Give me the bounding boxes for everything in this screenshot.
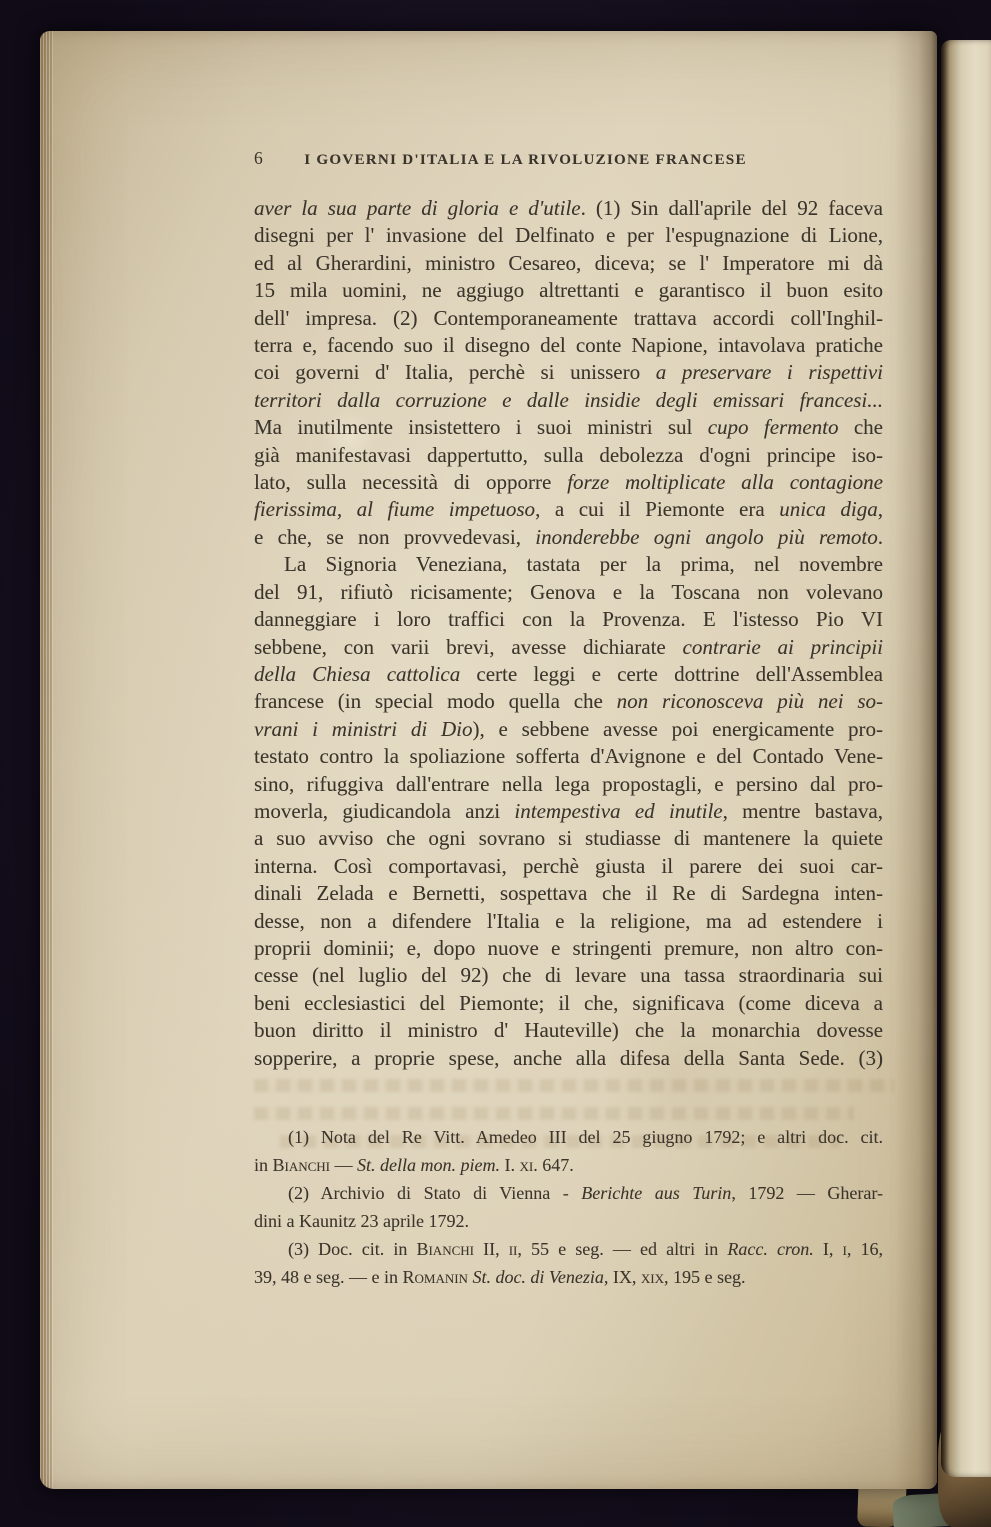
page-number: 6 [254,148,263,168]
body-line: a suo avviso che ogni sovrano si studiasse di mantenere la quiete [254,826,883,851]
adjacent-page-edge [941,40,991,1477]
footnote-line: 39, 48 e seg. — e in Romanin St. doc. di Venezia, IX, xix, 195 e seg. [254,1267,746,1287]
body-line: del 91, rifiutò ricisamente; Genova e la Toscana non volevano [254,579,883,604]
body-line: già manifestavasi dappertutto, sulla debolezza d'ogni principe iso- [254,442,883,467]
footnote-line: (3) Doc. cit. in Bianchi II, ii, 55 e seg. — ed altri in Racc. cron. I, i, 16, [288,1239,883,1259]
footnote-line: dini a Kaunitz 23 aprile 1792. [254,1211,469,1231]
body-line: dinali Zelada e Bernetti, sospettava che il Re di Sardegna inten- [254,881,883,906]
body-line: terra e, facendo suo il disegno del conte Napione, intavolava pratiche [254,333,883,358]
body-line: sino, rifuggiva dall'entrare nella lega propostagli, e persino dal pro- [254,771,883,796]
body-line: francese (in special modo quella che non riconosceva più nei so- [254,689,883,714]
body-line: beni ecclesiastici del Piemonte; il che, significava (come diceva a [254,990,883,1015]
body-line: danneggiare i loro traffici con la Provenza. E l'istesso Pio VI [254,607,883,632]
footnote-line: (2) Archivio di Stato di Vienna - Berichte aus Turin, 1792 — Gherar- [288,1183,883,1203]
footnote-line: in Bianchi — St. della mon. piem. I. xi. 647. [254,1155,574,1175]
body-line: ed al Gherardini, ministro Cesareo, diceva; se l' Imperatore mi dà [254,250,883,275]
body-line: fierissima, al fiume impetuoso, a cui il Piemonte era unica diga, [254,497,883,522]
show-through-smudge [254,1079,894,1092]
show-through-smudge [254,1107,854,1120]
body-line: disegni per l' invasione del Delfinato e per l'espugnazione di Lione, [254,223,883,248]
body-line: buon diritto il ministro d' Hauteville) che la monarchia dovesse [254,1018,883,1043]
body-line: Ma inutilmente insistettero i suoi ministri sul cupo fermento che [254,415,883,440]
footnotes [254,1123,883,1291]
body-line: vrani i ministri di Dio), e sebbene avesse poi energicamente pro- [254,716,883,741]
body-line: testato contro la spoliazione sofferta d'Avignone e del Contado Vene- [254,744,883,769]
footnote-line: (1) Nota del Re Vitt. Amedeo III del 25 giugno 1792; e altri doc. cit. [288,1127,883,1147]
body-line: 15 mila uomini, ne aggiugo altrettanti e garantisco il buon esito [254,278,883,303]
book-page [40,31,937,1489]
body-line: interna. Così comportavasi, perchè giusta il parere dei suoi car- [254,853,883,878]
body-line: lato, sulla necessità di opporre forze moltiplicate alla contagione [254,470,884,495]
body-line: dell' impresa. (2) Contemporaneamente trattava accordi coll'Inghil- [254,305,883,330]
body-text [254,195,883,1072]
body-line: e che, se non provvedevasi, inonderebbe ogni angolo più remoto. [254,524,883,549]
body-line: coi governi d' Italia, perchè si unissero a preservare i rispettivi [254,360,883,385]
body-line: territori dalla corruzione e dalle insidie degli emissari francesi... [254,387,883,412]
body-line: proprii dominii; e, dopo nuove e stringenti premure, non altro con- [254,935,883,960]
body-line: sebbene, con varii brevi, avesse dichiarate contrarie ai principii [254,634,883,659]
body-line: cesse (nel luglio del 92) che di levare una tassa straordinaria sui [254,963,883,988]
body-line: desse, non a difendere l'Italia e la religione, ma ad estendere i [254,908,883,933]
body-line: aver la sua parte di gloria e d'utile. (1) Sin dall'aprile del 92 faceva [254,196,883,220]
running-header: I GOVERNI D'ITALIA E LA RIVOLUZIONE FRANCESE [304,152,747,168]
body-line: moverla, giudicandola anzi intempestiva ed inutile, mentre bastava, [254,798,883,823]
body-line: della Chiesa cattolica certe leggi e certe dottrine dell'Assemblea [254,661,883,686]
body-line: sopperire, a proprie spese, anche alla difesa della Santa Sede. (3) [254,1045,883,1070]
body-line: La Signoria Veneziana, tastata per la prima, nel novembre [284,552,883,577]
